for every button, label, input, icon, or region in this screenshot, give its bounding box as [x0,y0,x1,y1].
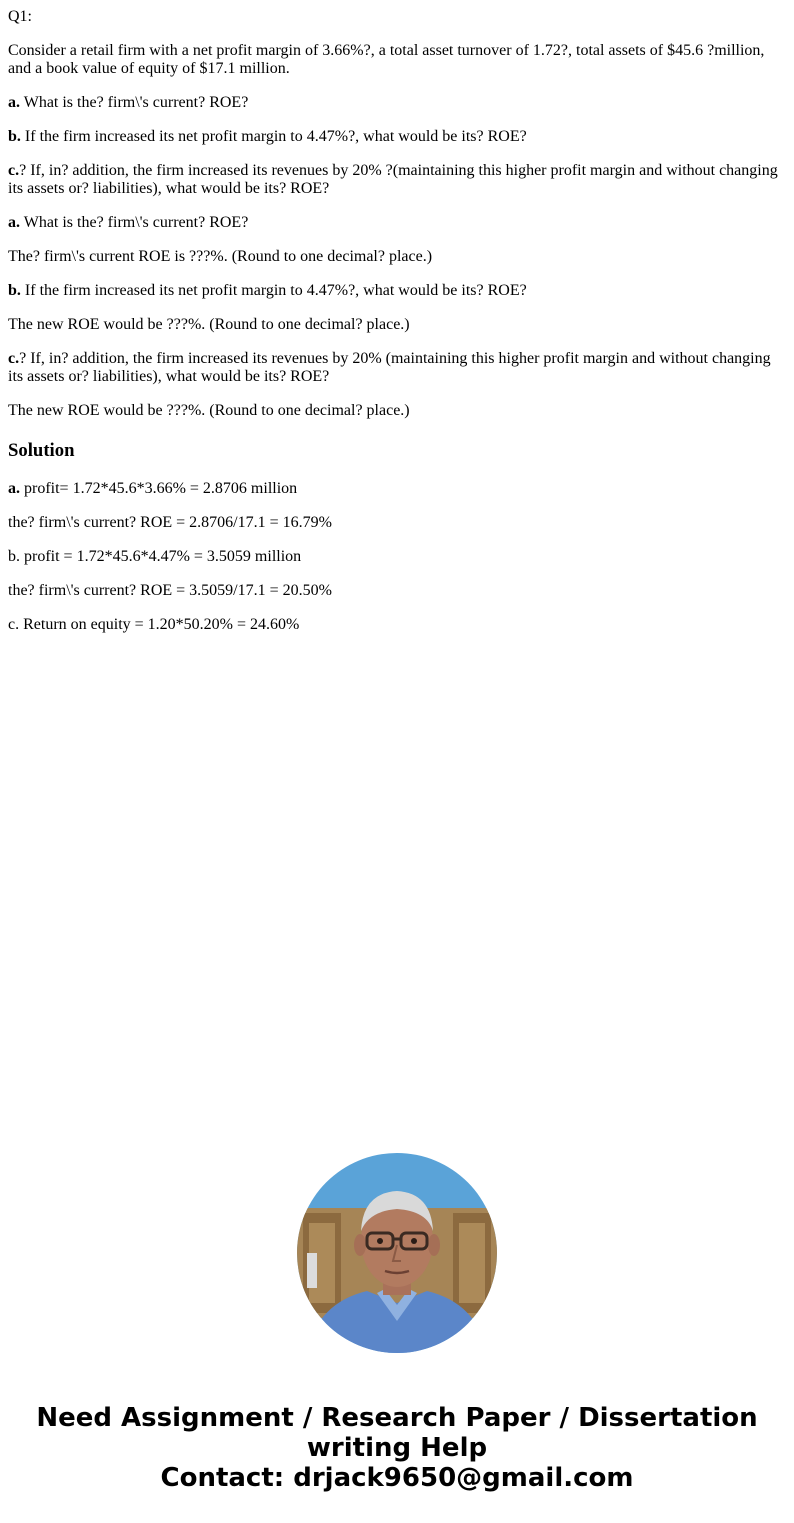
answer-part-c [8,350,786,386]
part-label: b. [8,282,21,299]
part-text: What is the? firm\'s current? ROE? [20,214,249,231]
question-title: Q1: [8,8,32,25]
part-label: c. [8,162,20,179]
answer-response-a: The? firm\'s current ROE is ???%. (Round to one decimal? place.) [8,248,433,265]
solution-label: a. [8,480,20,497]
part-label: b. [8,128,21,145]
contact-footer [0,1403,794,1493]
question-intro: Consider a retail firm with a net profit margin of 3.66%?, a total asset turnover of 1.72?, total assets of $45.6 ?million, and a book value of equity of $17.1 million. [8,42,765,77]
solution-roe-a: the? firm\'s current? ROE = 2.8706/17.1 = 16.79% [8,514,332,531]
part-label: a. [8,94,20,111]
footer-contact: Contact: drjack9650@gmail.com [160,1463,634,1493]
answer-part-a [8,214,786,232]
part-text: What is the? firm\'s current? ROE? [20,94,249,111]
person-photo-icon [297,1153,497,1353]
footer-line: writing Help [306,1433,488,1463]
part-label: c. [8,350,20,367]
answer-response-b: The new ROE would be ???%. (Round to one decimal? place.) [8,316,410,333]
part-label: a. [8,214,20,231]
solution-text: profit= 1.72*45.6*3.66% = 2.8706 million [20,480,298,497]
solution-roe-b: the? firm\'s current? ROE = 3.5059/17.1 = 20.50% [8,582,332,599]
solution-line-b: b. profit = 1.72*45.6*4.47% = 3.5059 million [8,548,302,565]
part-text: ? If, in? addition, the firm increased its revenues by 20% ?(maintaining this higher profit margin and without changing its assets or? liabilities), what would be its? ROE? [8,162,778,197]
question-part-b [8,128,786,146]
question-part-c [8,162,786,198]
solution-heading: Solution [8,440,75,461]
question-part-a [8,94,786,112]
part-text: If the firm increased its net profit margin to 4.47%?, what would be its? ROE? [20,128,527,145]
solution-line-c: c. Return on equity = 1.20*50.20% = 24.60% [8,616,300,633]
part-text: If the firm increased its net profit margin to 4.47%?, what would be its? ROE? [20,282,527,299]
footer-line: Need Assignment / Research Paper / Dissertation [36,1403,758,1433]
document-content [8,8,786,650]
answer-response-c: The new ROE would be ???%. (Round to one decimal? place.) [8,402,410,419]
solution-line-a [8,480,786,498]
answer-part-b [8,282,786,300]
part-text: ? If, in? addition, the firm increased its revenues by 20% (maintaining this higher profit margin and without changing its assets or? liabilities), what would be its? ROE? [8,350,771,385]
